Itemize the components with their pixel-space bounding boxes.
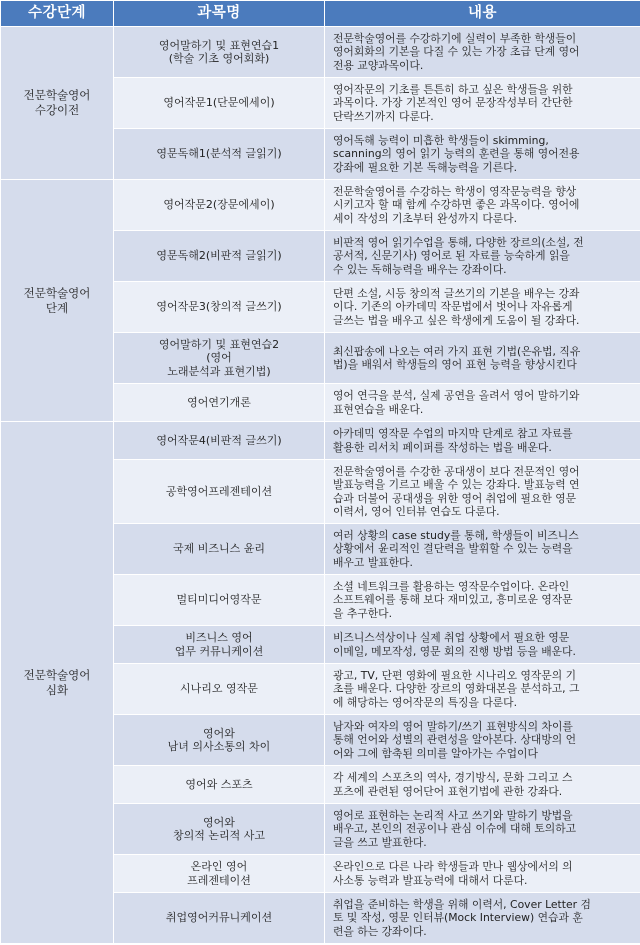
course-description-cell: 비판적 영어 읽기수업을 통해, 다양한 장르의(소설, 전 공서적, 신문기사) 영어로 된 자료를 능숙하게 읽을 수 있는 독해능력을 배우는 강좌이다. [325,231,640,282]
course-name-cell: 온라인 영어 프레젠테이션 [114,855,325,893]
header-row [1,1,640,27]
course-name-cell: 취업영어커뮤니케이션 [114,893,325,944]
stage-cell: 전문학술영어 심화 [1,422,114,944]
course-description-cell: 소셜 네트워크를 활용하는 영작문수업이다. 온라인 소프트웨어를 통해 보다 재미있고, 흥미로운 영작문 을 추구한다. [325,575,640,626]
course-name-cell: 영문독해1(분석적 글읽기) [114,129,325,180]
course-description-cell: 영어 연극을 분석, 실제 공연을 올려서 영어 말하기와 표현연습을 배운다. [325,384,640,422]
course-name-cell: 영어연기개론 [114,384,325,422]
course-description-cell: 각 세계의 스포츠의 역사, 경기방식, 문화 그리고 스 포츠에 관련된 영어단어 표현기법에 관한 강좌다. [325,766,640,804]
course-name-cell: 국제 비즈니스 윤리 [114,524,325,575]
table-row [1,422,640,460]
course-description-cell: 최신팝송에 나오는 여러 가지 표현 기법(은유법, 직유 법)을 배워서 학생들의 영어 표현 능력을 향상시킨다 [325,333,640,384]
course-description-cell: 광고, TV, 단편 영화에 필요한 시나리오 영작문의 기 초를 배운다. 다양한 장르의 영화대본을 분석하고, 그 에 해당하는 영어작문의 특징을 다룬다. [325,664,640,715]
course-description-cell: 단편 소설, 시등 창의적 글쓰기의 기본을 배우는 강좌 이다. 기존의 아카데믹 작문법에서 벗어나 자유롭게 글쓰는 법을 배우고 싶은 학생에게 도움이 될 강좌다. [325,282,640,333]
course-description-cell: 영어로 표현하는 논리적 사고 쓰기와 말하기 방법을 배우고, 본인의 전공이나 관심 이슈에 대해 토의하고 글을 쓰고 발표한다. [325,804,640,855]
course-name-cell: 영어와 남녀 의사소통의 차이 [114,715,325,766]
stage-cell: 전문학술영어 단계 [1,180,114,422]
course-name-cell: 시나리오 영작문 [114,664,325,715]
header-stage: 수강단계 [1,1,114,27]
course-name-cell: 공학영어프레젠테이션 [114,460,325,524]
table-body [1,27,640,944]
course-name-cell: 영어말하기 및 표현연습2 (영어 노래분석과 표현기법) [114,333,325,384]
course-name-cell: 영어말하기 및 표현연습1 (학술 기초 영어회화) [114,27,325,78]
table-row [1,27,640,78]
course-name-cell: 영어와 스포츠 [114,766,325,804]
course-description-cell: 전문학술영어를 수강한 공대생이 보다 전문적인 영어 발표능력을 기르고 배울 수 있는 강좌다. 발표능력 연 습과 더불어 공대생을 위한 영어 취업에 필요한 영문 이력서, 영어 인터뷰 연습도 다룬다. [325,460,640,524]
course-description-cell: 여러 상황의 case study를 통해, 학생들이 비즈니스 상황에서 윤리적인 결단력을 발휘할 수 있는 능력을 배우고 발표한다. [325,524,640,575]
course-description-cell: 비즈니스석상이나 실제 취업 상황에서 필요한 영문 이메일, 메모작성, 영문 회의 진행 방법 등을 배운다. [325,626,640,664]
course-description-cell: 전문학술영어를 수강하는 학생이 영작문능력을 향상 시키고자 할 때 함께 수강하면 좋은 과목이다. 영어에 세이 작성의 기초부터 완성까지 다룬다. [325,180,640,231]
course-description-cell: 전문학술영어를 수강하기에 실력이 부족한 학생들이 영어회화의 기본을 다질 수 있는 가장 초급 단계 영어 전용 교양과목이다. [325,27,640,78]
course-description-cell: 남자와 여자의 영어 말하기/쓰기 표현방식의 차이를 통해 언어와 성별의 관련성을 알아본다. 상대방의 언 어와 그에 함축된 의미를 알아가는 수업이다 [325,715,640,766]
course-name-cell: 영문독해2(비판적 글읽기) [114,231,325,282]
course-name-cell: 영어작문4(비판적 글쓰기) [114,422,325,460]
course-description-cell: 영어독해 능력이 미흡한 학생들이 skimming, scanning의 영어 읽기 능력의 훈련을 통해 영어전용 강좌에 필요한 기본 독해능력을 기른다. [325,129,640,180]
course-description-cell: 아카데믹 영작문 수업의 마지막 단계로 참고 자료를 활용한 리서치 페이퍼를 작성하는 법을 배운다. [325,422,640,460]
course-name-cell: 비즈니스 영어 업무 커뮤니케이션 [114,626,325,664]
header-content: 내용 [325,1,640,27]
course-name-cell: 영어와 창의적 논리적 사고 [114,804,325,855]
stage-cell: 전문학술영어 수강이전 [1,27,114,180]
course-name-cell: 멀티미디어영작문 [114,575,325,626]
course-name-cell: 영어작문2(장문에세이) [114,180,325,231]
course-description-cell: 영어작문의 기초를 튼튼히 하고 싶은 학생들을 위한 과목이다. 가장 기본적인 영어 문장작성부터 간단한 단락쓰기까지 다룬다. [325,78,640,129]
header-course: 과목명 [114,1,325,27]
table-row [1,180,640,231]
course-description-cell: 온라인으로 다른 나라 학생들과 만나 웹상에서의 의 사소통 능력과 발표능력에 대해서 다룬다. [325,855,640,893]
course-name-cell: 영어작문1(단문에세이) [114,78,325,129]
course-description-cell: 취업을 준비하는 학생을 위해 이력서, Cover Letter 검 토 및 작성, 영문 인터뷰(Mock Interview) 연습과 훈 련을 하는 강좌이다. [325,893,640,944]
course-name-cell: 영어작문3(창의적 글쓰기) [114,282,325,333]
